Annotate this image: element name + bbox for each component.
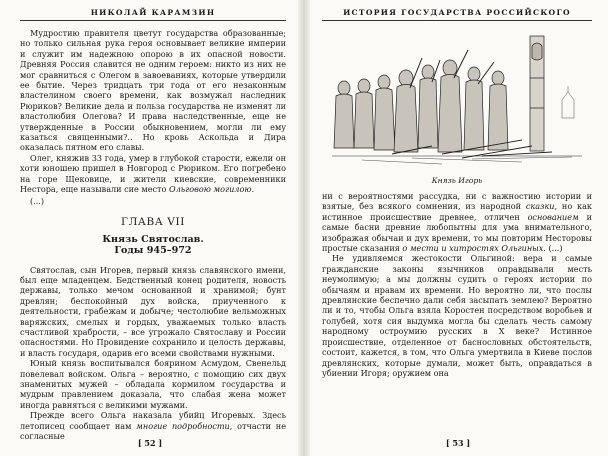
left-running-head: НИКОЛАЙ КАРАМЗИН xyxy=(20,8,286,21)
left-page xyxy=(0,0,300,456)
page-number: [ 53 ] xyxy=(445,438,471,448)
omission-mark: (...) xyxy=(30,195,45,206)
emphasis-text: Ольговою могилою. xyxy=(168,184,255,195)
engraving-illustration xyxy=(322,28,592,168)
chapter-years: Годы 945–972 xyxy=(114,245,192,256)
paragraph: Не удивляемся жестокости Ольгиной: вера и самые гражданские законы язычников оправдывали месть неумолимую; а мы должны судить о героях истории по обычаям и нравам их времени. Но вероятно ли, что послы древлянские беспечно дали себя засыпать землею? Вероятно ли и то, чтобы Ольга взяла Коростен посредством воробьев и голубей, хотя сия выдумка могла бы сделать честь самому народному остроумию русских в X веке? Истинное происшествие, отделенное от баснословных обстоятельств, состоит, кажется, в том, что Ольга умертвила в Киеве послов древлянских, которые думали, может быть, оправдаться в убиении Игоря; оружием она xyxy=(322,253,592,378)
paragraph: Святослав, сын Игорев, первый князь славянского имени, был еще младенцем. Бедственный конец родителя, новость державы, только мечом основанной и хранимой; бунт древлян; беспокойный дух войска, приученного к деятельности, грабежам и добыче; честолюбие вельможных варяжских, смелых и гордых, уважаемых только власть счастливой храбрости, – все угрожало Святославу и России опасностями. Но Провидение сохранило и целость державы, и власть государя, одарив его всеми свойствами нужными. xyxy=(20,264,286,358)
right-page xyxy=(308,0,608,456)
text-run: Прежде всего Ольга наказала убийц Игоревых. Здесь летописец сообщает нам xyxy=(20,410,286,431)
chapter-title xyxy=(20,234,286,257)
text-run: , но как истинное происшествие древнее, отличен xyxy=(322,201,592,222)
paragraph: Юный князь воспитывался боярином Асмудом, Свенельд повелевал войском. Ольга – вероятно, с помощию сих двух знаменитых мужей – обладала кормилом государства и мудрым правлением доказала, что слабая жена может иногда равняться с великими мужами. xyxy=(20,358,286,410)
emphasis-text: основанием xyxy=(527,211,579,222)
chapter-heading: ГЛАВА VII xyxy=(121,215,185,228)
text-run: , отчасти не согласные xyxy=(20,420,286,441)
page-number: [ 52 ] xyxy=(137,438,163,448)
paragraph xyxy=(322,191,592,253)
text-run: ни с вероятностями рассудка, ни с важностию истории и взятые, без всякого сомнения, из народной xyxy=(322,191,592,212)
paragraph xyxy=(20,153,286,195)
paragraph xyxy=(20,410,286,441)
text-run: и самые басни древние любопытны для ума внимательного, изображая обычаи и дух времени, то мы повторим Несторовы простые сказания xyxy=(322,211,593,254)
emphasis-text: многие подробности xyxy=(136,420,230,431)
emphasis-text: о мести и хитростях Ольгиных xyxy=(402,243,544,254)
chapter-title-line: Князь Святослав. xyxy=(102,233,204,245)
text-run: . (...) xyxy=(543,243,563,254)
emphasis-text: сказки xyxy=(525,201,555,212)
right-running-head: ИСТОРИЯ ГОСУДАРСТВА РОССИЙСКОГО xyxy=(322,8,592,21)
text-run: Олег, княжив 33 года, умер в глубокой старости, ежели он хоти юношею пришел в Новгород с Рюриком. Его погребено на горе Щековице, и жители киевские, современники Нестора, еще называли сие место xyxy=(20,152,286,195)
paragraph: Мудростию правителя цветут государства образованные; но только сильная рука героя основывает великие империи и служит им надежною опорою в их опасной новости. Древняя Россия славится не одним героем: никто из них не мог сравниться с Олегом в завоеваниях, которые утвердили ее бытие. Через тридцать три года от его незаконным властелином своего времени, как возмужал наследник Рюриков? Великие дела и польза государства не изменят ли властолюбия Олегова? И права наследственные, еще не утвержденные в России обыкновением, могли ли ему казаться священными?.. Но кровь Аскольда и Дира оказалась пятном его славы. xyxy=(20,28,286,153)
illustration-caption: Князь Игорь xyxy=(431,176,483,185)
